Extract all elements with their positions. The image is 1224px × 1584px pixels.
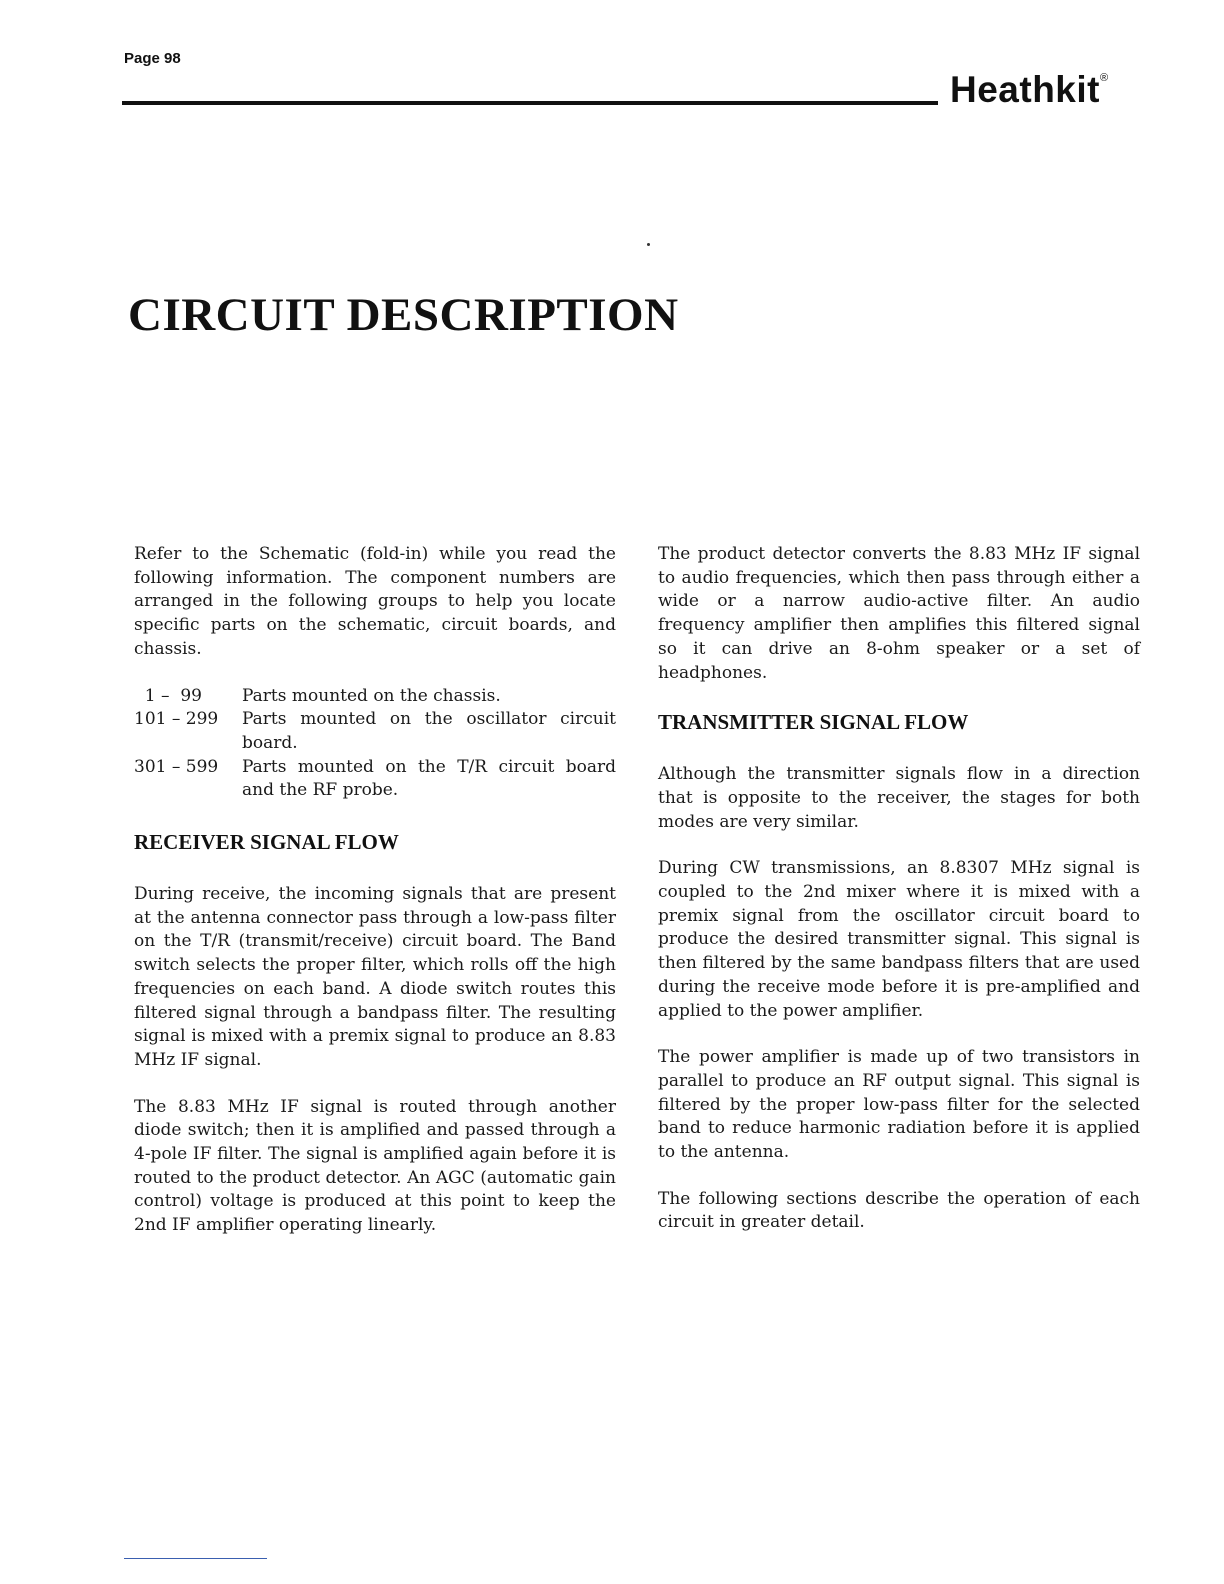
receiver-heading: RECEIVER SIGNAL FLOW xyxy=(134,830,399,855)
range-number: 101 – 299 xyxy=(134,709,219,730)
range-description: Parts mounted on the chassis. xyxy=(242,685,501,706)
brand-name: Heathkit xyxy=(950,69,1100,110)
component-range-list xyxy=(134,685,616,804)
registered-mark: ® xyxy=(1099,72,1109,84)
intro-paragraph: Refer to the Schematic (fold-in) while you read the following information. The component numbers are arranged in the following groups to help you locate specific parts on the schematic, circuit boards, and chassis. xyxy=(134,544,616,659)
range-row xyxy=(134,685,616,709)
range-description: Parts mounted on the T/R circuit board and the RF probe. xyxy=(242,756,616,801)
page-title: CIRCUIT DESCRIPTION xyxy=(128,289,679,341)
closing-paragraph: The following sections describe the operation of each circuit in greater detail. xyxy=(658,1188,1140,1233)
detector-paragraph: The product detector converts the 8.83 MHz IF signal to audio frequencies, which then pass through either a wide or a narrow audio-active filter. An audio frequency amplifier then amplifies this filtered signal so it can drive an 8-ohm speaker or a set of headphones. xyxy=(658,544,1140,683)
range-row xyxy=(134,708,616,755)
transmitter-paragraph-1: Although the transmitter signals flow in a direction that is opposite to the receiver, the stages for both modes are very similar. xyxy=(658,764,1140,832)
range-number: 1 – 99 xyxy=(134,685,202,706)
range-number: 301 – 599 xyxy=(134,756,219,777)
heathkit-logo xyxy=(950,71,1109,108)
left-column xyxy=(134,543,616,1238)
range-row xyxy=(134,756,616,803)
range-description: Parts mounted on the oscillator circuit board. xyxy=(242,709,616,753)
footer-line xyxy=(124,1558,267,1559)
transmitter-heading: TRANSMITTER SIGNAL FLOW xyxy=(658,710,969,735)
right-column xyxy=(658,543,1140,1235)
transmitter-paragraph-2: During CW transmissions, an 8.8307 MHz signal is coupled to the 2nd mixer where it is mixed with a premix signal from the oscillator circuit board to produce the desired transmitter signal. This signal is then filtered by the same bandpass filters that are used during the receive mode before it is pre-amplified and applied to the power amplifier. xyxy=(658,858,1140,1021)
transmitter-paragraph-3: The power amplifier is made up of two transistors in parallel to produce an RF output signal. This signal is filtered by the proper low-pass filter for the selected band to reduce harmonic radiation before it is applied to the antenna. xyxy=(658,1047,1140,1163)
page-number: Page 98 xyxy=(124,50,181,67)
receiver-paragraph-1: During receive, the incoming signals that are present at the antenna connector pass through a low-pass filter on the T/R (transmit/receive) circuit board. The Band switch selects the proper filter, which rolls off the high frequencies on each band. A diode switch routes this filtered signal through a bandpass filter. The resulting signal is mixed with a premix signal to produce an 8.83 MHz IF signal. xyxy=(134,884,616,1070)
header-rule xyxy=(122,101,938,105)
scan-speck xyxy=(647,243,650,246)
receiver-paragraph-2: The 8.83 MHz IF signal is routed through another diode switch; then it is amplified and passed through a 4-pole IF filter. The signal is amplified again before it is routed to the product detector. An AGC (automatic gain control) voltage is produced at this point to keep the 2nd IF amplifier operating linearly. xyxy=(134,1096,616,1236)
